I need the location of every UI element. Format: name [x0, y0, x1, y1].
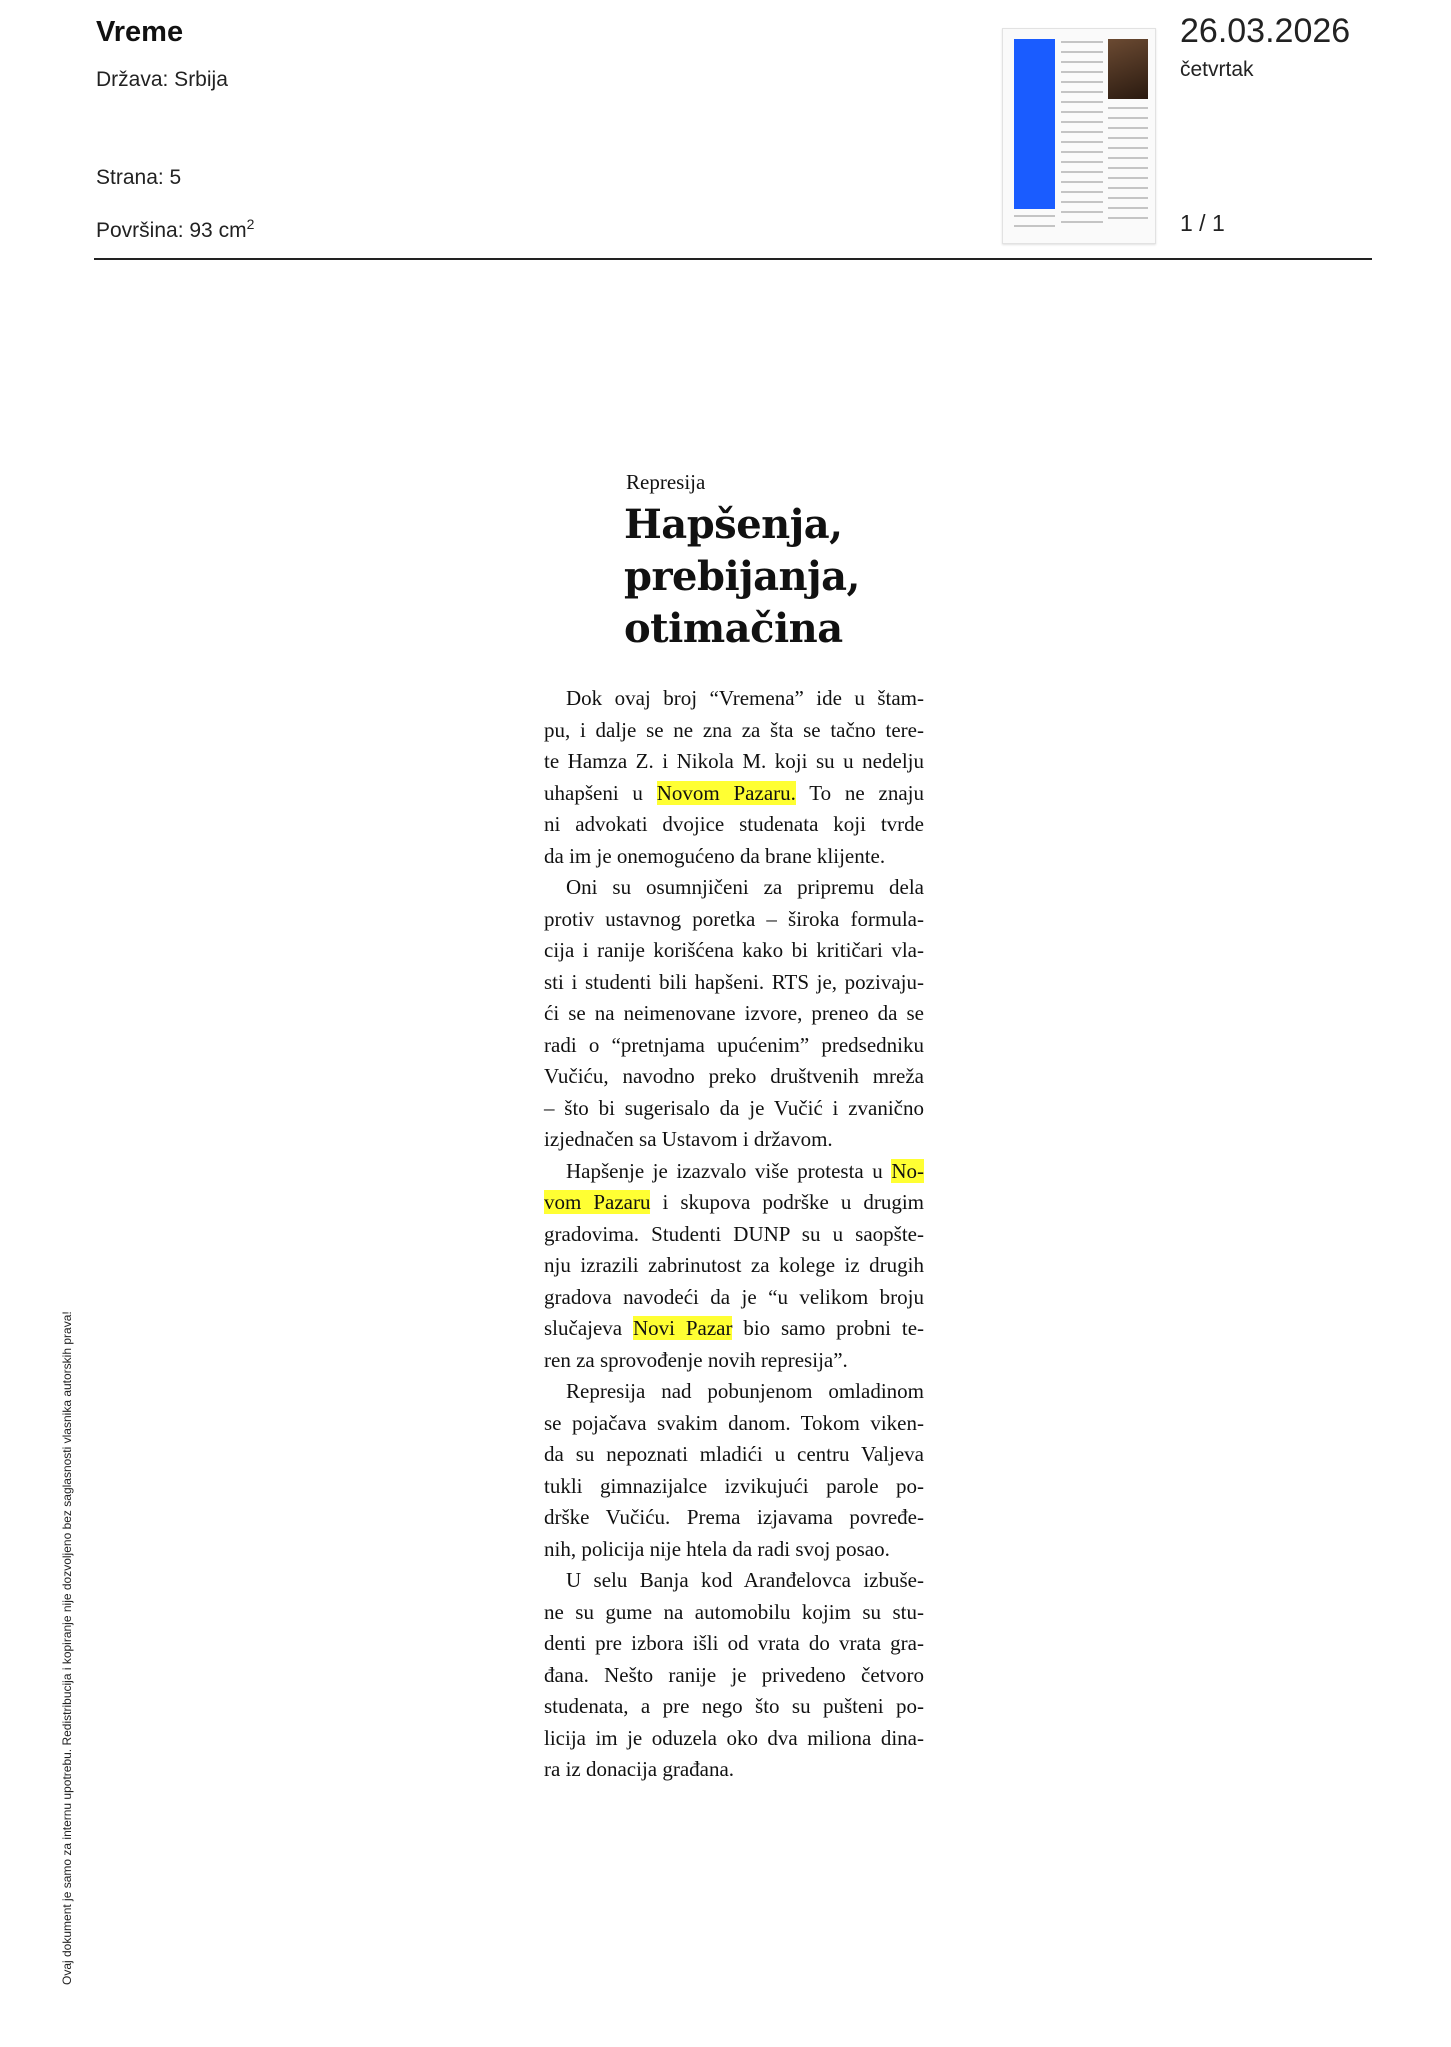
article: [544, 470, 924, 1786]
thumbnail-line: [1061, 171, 1103, 173]
body-line: licija im je oduzela oko dva miliona dina-: [544, 1725, 924, 1750]
header-divider: [94, 258, 1372, 260]
body-line: sti i studenti bili hapšeni. RTS je, pozivaju-: [544, 969, 924, 994]
body-line: denti pre izbora išli od vrata do vrata gra-: [544, 1631, 924, 1655]
article-body: [544, 683, 924, 1786]
headline-line: prebijanja,: [624, 553, 860, 600]
body-line: gradova navodeći da je “u velikom broju: [544, 1284, 924, 1309]
body-line: [544, 1187, 924, 1219]
thumbnail-line: [1061, 211, 1103, 213]
highlight-novi-pazar: vom Pazaru: [544, 1190, 651, 1214]
area-text: Površina: 93 cm: [96, 219, 247, 242]
body-fragment: i skupova podrške u drugim: [650, 1190, 924, 1214]
thumbnail-line: [1061, 101, 1103, 103]
thumbnail-line: [1061, 41, 1103, 43]
thumbnail-line: [1108, 207, 1148, 209]
body-fragment: To ne znaju: [795, 780, 925, 805]
area-superscript: 2: [246, 216, 255, 232]
highlight-novi-pazar: No-: [891, 1158, 924, 1183]
body-fragment: Hapšenje je izazvalo više protesta u: [566, 1158, 892, 1183]
body-line: Dok ovaj broj “Vremena” ide u štam-: [566, 686, 924, 710]
body-fragment: uhapšeni u: [544, 780, 657, 805]
thumbnail-line: [1108, 127, 1148, 129]
thumbnail-line: [1014, 215, 1055, 217]
body-line: se pojačava svakim danom. Tokom viken-: [544, 1410, 924, 1435]
body-line: gradovima. Studenti DUNP su u saopšte-: [544, 1221, 924, 1246]
publication-name: Vreme: [96, 16, 184, 48]
body-line: Oni su osumnjičeni za pripremu dela: [566, 875, 924, 899]
thumbnail-line: [1061, 141, 1103, 143]
body-line: izjednačen sa Ustavom i državom.: [544, 1127, 833, 1151]
thumbnail-line: [1061, 151, 1103, 153]
body-line: ći se na neimenovane izvore, preneo da se: [544, 1001, 924, 1025]
body-fragment: bio samo probni te-: [732, 1316, 925, 1340]
page-label: Strana: 5: [96, 166, 182, 189]
thumbnail-line: [1061, 81, 1103, 83]
thumbnail-line: [1061, 161, 1103, 163]
thumbnail-line: [1108, 137, 1148, 139]
thumbnail-line: [1014, 225, 1055, 227]
thumbnail-line: [1061, 111, 1103, 113]
thumbnail-line: [1061, 221, 1103, 223]
body-fragment: slučajeva: [544, 1316, 633, 1340]
body-line: da im je onemogućeno da brane klijente.: [544, 843, 886, 868]
area-label: [96, 216, 254, 243]
thumbnail-line: [1108, 167, 1148, 169]
body-line: [544, 1156, 924, 1188]
body-line: – što bi sugerisalo da je Vučić i zvanično: [544, 1095, 924, 1120]
thumbnail-line: [1108, 197, 1148, 199]
issue-date: 26.03.2026: [1180, 12, 1351, 50]
thumbnail-line: [1061, 121, 1103, 123]
thumbnail-line: [1061, 181, 1103, 183]
body-line: protiv ustavnog poretka – široka formula-: [544, 906, 924, 931]
highlight-novi-pazar: Novom Pazaru.: [656, 780, 796, 805]
body-line: nju izrazili zabrinutost za kolege iz drugih: [544, 1253, 924, 1277]
body-line: [544, 1313, 924, 1345]
thumbnail-line: [1108, 107, 1148, 109]
body-line: pu, i dalje se ne zna za šta se tačno tere-: [544, 717, 924, 742]
page-count: 1 / 1: [1180, 210, 1225, 236]
highlight-novi-pazar: Novi Pazar: [632, 1316, 733, 1340]
body-line: Represija nad pobunjenom omladinom: [566, 1379, 924, 1403]
issue-weekday: četvrtak: [1180, 58, 1254, 81]
body-line: Vučiću, navodno preko društvenih mreža: [544, 1064, 924, 1088]
body-line: ni advokati dvojice studenata koji tvrde: [544, 812, 924, 836]
thumbnail-line: [1061, 51, 1103, 53]
thumbnail-line: [1061, 191, 1103, 193]
article-rubric: Represija: [626, 470, 706, 494]
body-line: ren za sprovođenje novih represija”.: [544, 1347, 848, 1372]
thumbnail-line: [1061, 91, 1103, 93]
thumbnail-line: [1061, 201, 1103, 203]
body-line: [544, 778, 924, 810]
thumbnail-line: [1108, 177, 1148, 179]
body-line: cija i ranije korišćena kako bi kritičari vla-: [544, 938, 924, 962]
body-line: tukli gimnazijalce izvikujući parole po-: [544, 1473, 924, 1498]
body-line: studenata, a pre nego što su pušteni po-: [544, 1694, 924, 1718]
article-headline: [624, 499, 924, 655]
page-thumbnail[interactable]: [1002, 28, 1156, 244]
thumbnail-line: [1061, 131, 1103, 133]
thumbnail-blue-block: [1014, 39, 1055, 209]
body-line: ne su gume na automobilu kojim su stu-: [544, 1599, 924, 1624]
body-line: ra iz donacija građana.: [544, 1757, 735, 1781]
thumbnail-line: [1061, 61, 1103, 63]
body-line: radi o “pretnjama upućenim” predsedniku: [544, 1032, 924, 1057]
copyright-notice: Ovaj dokument je samo za internu upotrebu. Redistribucija i kopiranje nije dozvoljeno bez saglasnosti vlasnika autorskih prava!: [60, 1311, 74, 1985]
country-label: Država: Srbija: [96, 68, 228, 91]
thumbnail-line: [1108, 187, 1148, 189]
thumbnail-line: [1108, 117, 1148, 119]
body-line: nih, policija nije htela da radi svoj posao.: [544, 1536, 890, 1561]
body-line: đana. Nešto ranije je privedeno četvoro: [544, 1662, 924, 1687]
thumbnail-line: [1108, 147, 1148, 149]
body-line: U selu Banja kod Aranđelovca izbuše-: [566, 1568, 924, 1592]
thumbnail-line: [1061, 71, 1103, 73]
body-line: te Hamza Z. i Nikola M. koji su u nedelju: [544, 749, 924, 773]
thumbnail-photo: [1108, 39, 1148, 99]
thumbnail-line: [1108, 157, 1148, 159]
headline-line: otimačina: [624, 605, 843, 652]
body-line: da su nepoznati mladići u centru Valjeva: [544, 1442, 924, 1466]
thumbnail-line: [1108, 217, 1148, 219]
headline-line: Hapšenja,: [624, 501, 843, 548]
body-line: drške Vučiću. Prema izjavama povređe-: [544, 1505, 924, 1529]
